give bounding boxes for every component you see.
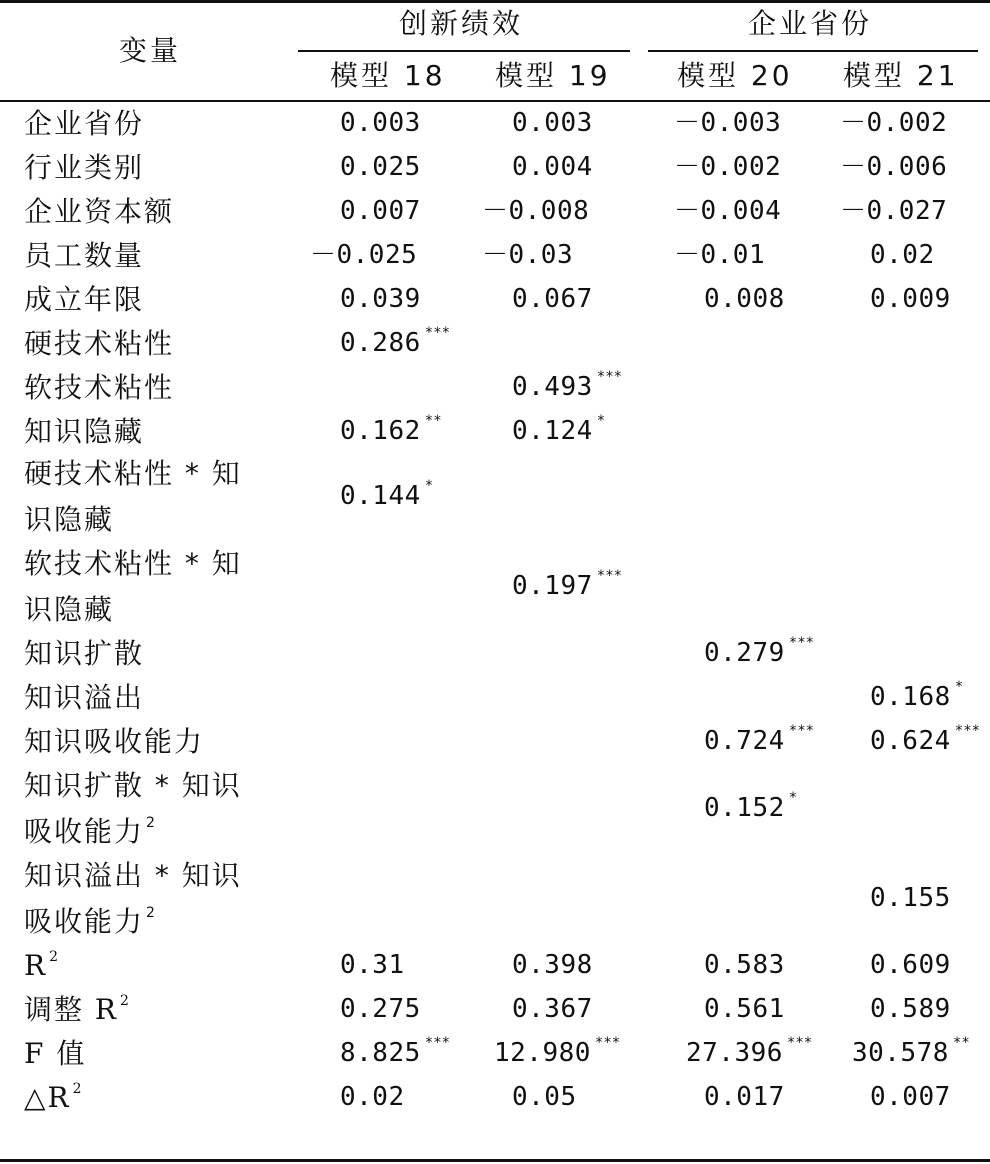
header-model-20: 模型 20 <box>677 59 793 92</box>
row-label <box>24 107 145 140</box>
significance-stars: ** <box>952 1035 970 1051</box>
row-label <box>24 993 131 1026</box>
value-cell <box>512 413 606 446</box>
value-text: 0.039 <box>340 284 421 314</box>
value-cell <box>870 885 951 911</box>
label-superscript: 2 <box>49 949 61 965</box>
value-text: 0.286 <box>340 328 421 358</box>
label-superscript: 2 <box>72 1081 84 1097</box>
row-label: 软技术粘性 * 知 <box>24 547 242 580</box>
value-text: 0.168 <box>870 682 951 712</box>
value-text: 0.02 <box>340 1082 405 1112</box>
value-text: －0.027 <box>840 196 948 226</box>
group2-underline <box>648 50 978 52</box>
value-text: 0.31 <box>340 950 405 980</box>
row-label <box>24 327 175 360</box>
value-cell <box>494 1035 621 1068</box>
row-label: 识隐藏 <box>24 503 115 536</box>
significance-stars: *** <box>788 723 815 739</box>
value-cell <box>870 723 981 756</box>
value-text: －0.002 <box>840 108 948 138</box>
row-label <box>24 371 175 404</box>
value-cell <box>340 325 451 358</box>
value-text: 30.578 <box>852 1038 949 1068</box>
significance-stars: *** <box>424 325 451 341</box>
value-text: －0.008 <box>482 196 590 226</box>
label-superscript: 2 <box>119 993 131 1009</box>
significance-stars: * <box>788 790 798 806</box>
row-label-text: R <box>24 949 48 982</box>
value-text: 0.007 <box>340 196 421 226</box>
row-label-text: 成立年限 <box>24 283 145 316</box>
row-label-text: 知识扩散 <box>24 637 145 670</box>
value-cell <box>840 198 947 224</box>
value-cell <box>674 198 781 224</box>
header-rule <box>0 100 990 102</box>
top-rule <box>0 0 990 3</box>
bottom-rule <box>0 1159 990 1162</box>
value-text: －0.025 <box>310 240 418 270</box>
value-text: 0.004 <box>512 152 593 182</box>
value-text: 0.609 <box>870 950 951 980</box>
value-text: －0.003 <box>674 108 782 138</box>
header-model-18: 模型 18 <box>330 59 446 92</box>
value-cell <box>512 952 593 978</box>
value-text: 0.589 <box>870 994 951 1024</box>
row-label <box>24 725 205 758</box>
value-text: 0.367 <box>512 994 593 1024</box>
value-cell <box>686 1035 813 1068</box>
value-text: 0.02 <box>870 240 935 270</box>
value-text: 0.025 <box>340 152 421 182</box>
value-cell <box>512 369 623 402</box>
value-cell <box>340 478 434 511</box>
value-text: 0.398 <box>512 950 593 980</box>
significance-stars: *** <box>954 723 981 739</box>
row-label <box>24 415 145 448</box>
value-text: 0.624 <box>870 726 951 756</box>
value-cell <box>704 1084 785 1110</box>
value-text: 8.825 <box>340 1038 421 1068</box>
value-text: 0.561 <box>704 994 785 1024</box>
row-label-text: 企业省份 <box>24 107 145 140</box>
significance-stars: *** <box>594 1035 621 1051</box>
value-cell <box>674 110 781 136</box>
value-text: －0.004 <box>674 196 782 226</box>
significance-stars: *** <box>596 568 623 584</box>
value-cell <box>870 1084 951 1110</box>
row-label <box>24 637 145 670</box>
value-cell <box>340 996 421 1022</box>
significance-stars: * <box>954 679 964 695</box>
value-cell <box>340 110 421 136</box>
row-label-text: 知识隐藏 <box>24 415 145 448</box>
value-cell <box>870 996 951 1022</box>
value-text: 0.279 <box>704 638 785 668</box>
value-cell <box>704 952 785 978</box>
group1-underline <box>298 50 630 52</box>
row-label: 吸收能力 $^2$ <box>24 815 157 848</box>
significance-stars: *** <box>424 1035 451 1051</box>
row-label <box>24 283 145 316</box>
value-cell <box>340 286 421 312</box>
value-cell <box>704 635 815 668</box>
value-text: 27.396 <box>686 1038 783 1068</box>
value-text: 0.724 <box>704 726 785 756</box>
value-cell <box>512 568 623 601</box>
row-label-text: 企业资本额 <box>24 195 175 228</box>
value-cell <box>704 723 815 756</box>
significance-stars: * <box>596 413 606 429</box>
value-cell <box>340 154 421 180</box>
value-cell <box>310 242 417 268</box>
row-label <box>24 195 175 228</box>
row-label <box>24 1037 87 1070</box>
row-label-text: 知识溢出 <box>24 681 145 714</box>
value-cell <box>340 198 421 224</box>
value-text: 0.162 <box>340 416 421 446</box>
value-text: －0.002 <box>674 152 782 182</box>
row-label: 知识溢出 * 知识 <box>24 859 242 892</box>
row-label <box>24 949 61 982</box>
row-label-text: 硬技术粘性 <box>24 327 175 360</box>
value-cell <box>704 286 785 312</box>
header-group-innovation: 创新绩效 <box>399 7 524 40</box>
row-label: 硬技术粘性 * 知 <box>24 457 242 490</box>
value-cell <box>674 242 765 268</box>
value-cell <box>704 790 798 823</box>
value-cell <box>674 154 781 180</box>
value-cell <box>512 110 593 136</box>
row-label: 吸收能力 $^2$ <box>24 905 157 938</box>
value-text: 0.275 <box>340 994 421 1024</box>
label-superscript: 2 <box>146 815 157 831</box>
row-label-text: 员工数量 <box>24 239 145 272</box>
row-label <box>24 1081 84 1114</box>
value-text: －0.01 <box>674 240 766 270</box>
value-text: 0.152 <box>704 793 785 823</box>
significance-stars: * <box>424 478 434 494</box>
significance-stars: ** <box>424 413 442 429</box>
header-model-21: 模型 21 <box>843 59 959 92</box>
value-cell <box>870 952 951 978</box>
row-label <box>24 681 145 714</box>
value-text: 0.144 <box>340 481 421 511</box>
header-group-province: 企业省份 <box>748 7 873 40</box>
significance-stars: *** <box>596 369 623 385</box>
value-cell <box>840 154 947 180</box>
value-text: 0.124 <box>512 416 593 446</box>
row-label <box>24 151 145 184</box>
row-label-text: F 值 <box>24 1037 87 1070</box>
value-cell <box>870 286 951 312</box>
row-label-text: △R <box>24 1081 71 1114</box>
value-text: 0.009 <box>870 284 951 314</box>
value-text: －0.03 <box>482 240 574 270</box>
value-text: 0.493 <box>512 372 593 402</box>
value-text: 12.980 <box>494 1038 591 1068</box>
value-text: 0.017 <box>704 1082 785 1112</box>
label-superscript: 2 <box>146 905 157 921</box>
value-text: 0.008 <box>704 284 785 314</box>
header-model-19: 模型 19 <box>495 59 611 92</box>
value-cell <box>870 679 964 712</box>
value-cell <box>340 1084 405 1110</box>
value-text: 0.197 <box>512 571 593 601</box>
value-cell <box>512 1084 577 1110</box>
significance-stars: *** <box>786 1035 813 1051</box>
row-label: 知识扩散 * 知识 <box>24 769 242 802</box>
value-cell <box>482 198 589 224</box>
value-text: －0.006 <box>840 152 948 182</box>
value-cell <box>340 413 442 446</box>
header-variable: 变量 <box>119 34 182 67</box>
row-label-text: 知识吸收能力 <box>24 725 205 758</box>
value-cell <box>512 996 593 1022</box>
row-label-text: 行业类别 <box>24 151 145 184</box>
value-cell <box>340 1035 451 1068</box>
value-cell <box>340 952 405 978</box>
value-text: 0.003 <box>512 108 593 138</box>
row-label-text: 软技术粘性 <box>24 371 175 404</box>
significance-stars: *** <box>788 635 815 651</box>
value-cell <box>512 154 593 180</box>
value-cell <box>852 1035 970 1068</box>
value-text: 0.007 <box>870 1082 951 1112</box>
value-cell <box>870 242 935 268</box>
row-label: 识隐藏 <box>24 593 115 626</box>
value-cell <box>840 110 947 136</box>
value-text: 0.583 <box>704 950 785 980</box>
row-label <box>24 239 145 272</box>
row-label-text: 调整 R <box>24 993 118 1026</box>
value-text: 0.155 <box>870 883 951 913</box>
value-cell <box>704 996 785 1022</box>
value-text: 0.003 <box>340 108 421 138</box>
value-text: 0.067 <box>512 284 593 314</box>
value-text: 0.05 <box>512 1082 577 1112</box>
value-cell <box>482 242 573 268</box>
value-cell <box>512 286 593 312</box>
